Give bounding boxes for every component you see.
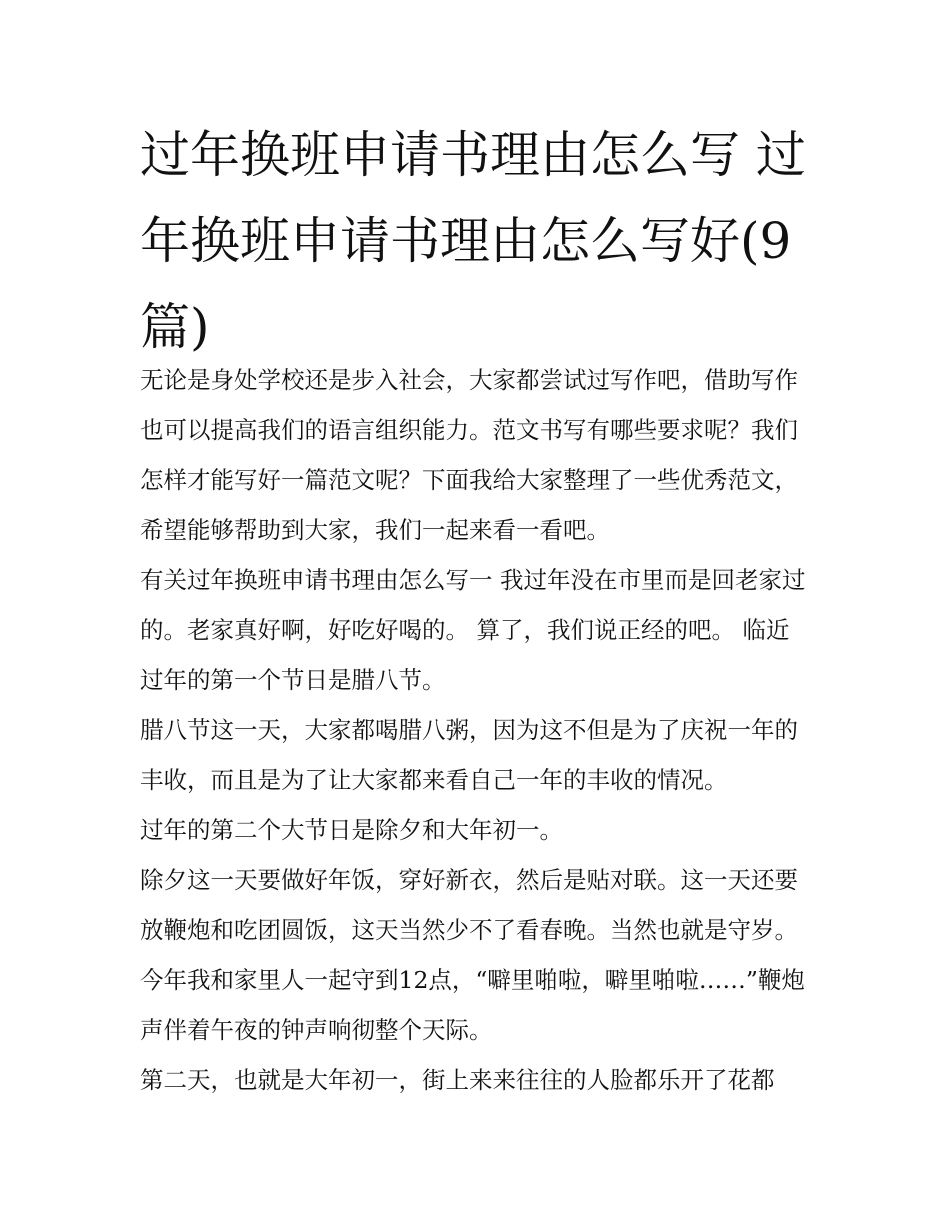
paragraph-2: 腊八节这一天，大家都喝腊八粥，因为这不但是为了庆祝一年的丰收，而且是为了让大家都来看自己一年的丰收的情况。 (140, 716, 798, 794)
document-body (140, 355, 812, 1105)
paragraph-1: 有关过年换班申请书理由怎么写一 我过年没在市里而是回老家过的。老家真好啊，好吃好喝的。 算了，我们说正经的吧。 临近过年的第一个节日是腊八节。 (140, 566, 806, 694)
paragraph-4: 除夕这一天要做好年饭，穿好新衣，然后是贴对联。这一天还要放鞭炮和吃团圆饭，这天当然少不了看春晚。当然也就是守岁。今年我和家里人一起守到12点，“噼里啪啦，噼里啪啦……”鞭炮声伴着午夜的钟声响彻整个天际。 (140, 866, 805, 1044)
paragraph-3: 过年的第二个大节日是除夕和大年初一。 (140, 816, 563, 844)
paragraph-intro: 无论是身处学校还是步入社会，大家都尝试过写作吧，借助写作也可以提高我们的语言组织能力。范文书写有哪些要求呢？我们怎样才能写好一篇范文呢？下面我给大家整理了一些优秀范文，希望能够帮助到大家，我们一起来看一看吧。 (140, 366, 798, 544)
paragraph-5: 第二天，也就是大年初一，街上来来往往的人脸都乐开了花都 (140, 1066, 775, 1094)
document-title: 过年换班申请书理由怎么写 过年换班申请书理由怎么写好(9篇) (140, 126, 806, 356)
